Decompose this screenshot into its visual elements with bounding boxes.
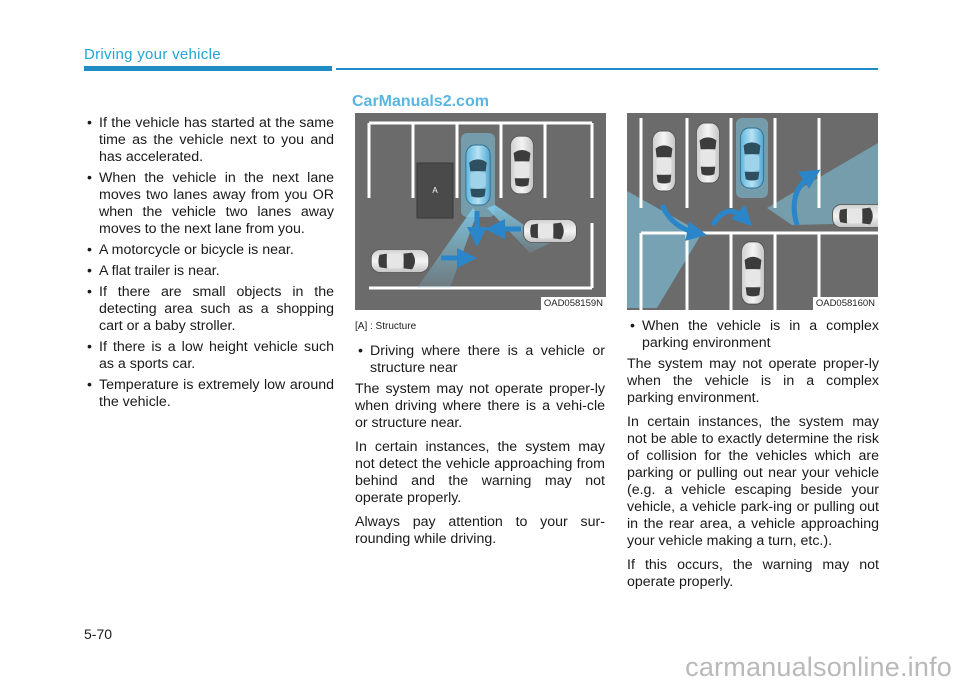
list-item: • A motorcycle or bicycle is near.	[84, 242, 334, 259]
list-item: • If there are small objects in the detecting area such as a shopping cart or a baby stroller.	[84, 284, 334, 335]
list-item: • If the vehicle has started at the same time as the vehicle next to you and has accelerated.	[84, 115, 334, 166]
page-number: 5-70	[84, 626, 113, 642]
section-title: Driving your vehicle	[84, 46, 221, 63]
watermark-top: CarManuals2.com	[352, 93, 489, 110]
figure-caption: [A] : Structure	[355, 321, 417, 332]
list-item: • A flat trailer is near.	[84, 263, 334, 280]
header-rule-thick	[84, 66, 332, 71]
column-1	[84, 115, 334, 415]
structure-marker: A	[432, 186, 438, 195]
figure-complex-parking	[627, 113, 878, 310]
column-2	[355, 318, 605, 555]
figure-structure-near	[355, 113, 606, 310]
parking-illustration-1	[355, 113, 606, 310]
column-3	[627, 318, 879, 598]
list-item: • When the vehicle is in a complex parking environment	[627, 318, 879, 352]
figure-code: OAD058160N	[813, 297, 878, 310]
list-item: • If there is a low height vehicle such as a sports car.	[84, 339, 334, 373]
figure-code: OAD058159N	[541, 297, 606, 310]
paragraph: The system may not operate proper-ly when driving where there is a vehi-cle or structure near.	[355, 381, 605, 431]
column3-bullets	[627, 318, 879, 352]
list-item: • Temperature is extremely low around the vehicle.	[84, 377, 334, 411]
condition-list	[84, 115, 334, 411]
paragraph: If this occurs, the warning may not operate properly.	[627, 557, 879, 590]
list-item: • When the vehicle in the next lane moves two lanes away from you OR when the vehicle two lanes away moves to the next lane from you.	[84, 170, 334, 238]
parking-illustration-2	[627, 113, 878, 310]
column2-bullets	[355, 343, 605, 377]
watermark-bottom: carmanualsonline.info	[685, 652, 952, 682]
paragraph: Always pay attention to your sur-rounding while driving.	[355, 514, 605, 547]
header-rule-thin	[336, 68, 878, 70]
paragraph: In certain instances, the system may not detect the vehicle approaching from behind and the warning may not operate properly.	[355, 439, 605, 506]
paragraph: The system may not operate proper-ly when the vehicle is in a complex parking environment.	[627, 356, 879, 406]
list-item: • Driving where there is a vehicle or structure near	[355, 343, 605, 377]
paragraph: In certain instances, the system may not be able to exactly determine the risk of collision for the vehicles which are parking or pulling out near your vehicle (e.g. a vehicle escaping beside your vehicle, a vehicle park-ing or pulling out in the rear area, a vehicle approaching your vehicle making a turn, etc.).	[627, 414, 879, 549]
